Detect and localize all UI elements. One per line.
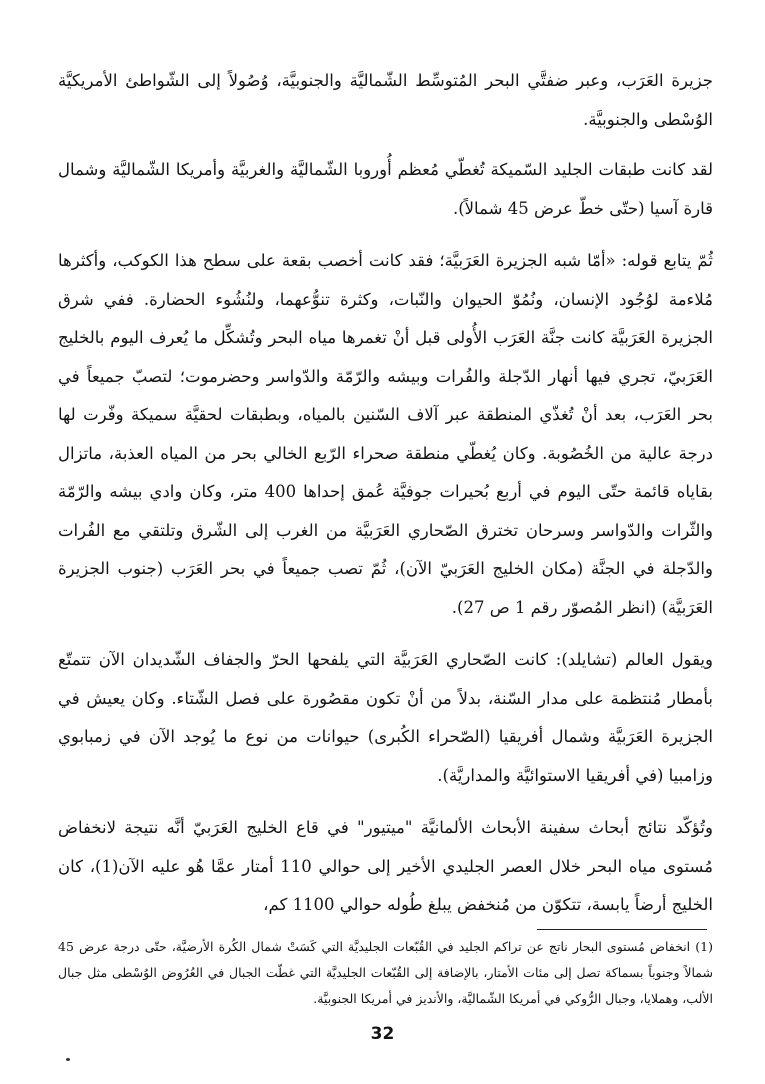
paragraph-arabian-peninsula: ثُمّ يتابع قوله: «أمّا شبه الجزيرة العَرَبيَّة؛ فقد كانت أخصب بقعة على سطح هذا الكوكب، وأكثرها مُلاءمة لوُجُود الإنسان، ونُمُوّ الحيوان والنّبات، وكثرة تنوُّعهما، ولنُشُوء الحضارة. ففي شرق الجزيرة العَرَبيَّة كانت جنَّة العَرَب الأُولى قبل أنْ تغمرها مياه البحر وتُشكِّل ما يُعرف اليوم بالخليج العَرَبيّ، تجري فيها أنهار الدّجلة والفُرات وبيشه والرّمّة والدّواسر وحضرموت؛ لتصبّ جميعاً في بحر العَرَب، بعد أنْ تُغذّي المنطقة عبر آلاف السّنين بالمياه، وبطبقات لحقيَّة سميكة وفّرت لها درجة عالية من الخُصُوبة. وكان يُغطّي منطقة صحراء الرّبع الخالي بحر من المياه العذبة، ماتزال بقاياه قائمة حتّى اليوم في أربع بُحيرات جوفيَّة عُمق إحداها 400 متر، وكان وادي بيشه والرّمّة والثّرات والدّواسر وسرحان تخترق الصّحاري العَرَبيَّة من الغرب إلى الشّرق وتلتقي مع الفُرات والدّجلة في الجنَّة (مكان الخليج العَرَبيّ الآن)، ثُمّ تصب جميعاً في بحر العَرَب (جنوب الجزيرة العَرَبيَّة) (انظر المُصوّر رقم 1 ص 27). bbox=[58, 251, 713, 617]
paragraph-ice-sheets: لقد كانت طبقات الجليد السّميكة تُغطّي مُعظم أُوروبا الشّماليَّة والغربيَّة وأمريكا الشّماليَّة وشمال قارة آسيا (حتّى خطّ عرض 45 شمالاً). bbox=[58, 160, 713, 218]
page-body bbox=[58, 62, 713, 939]
footnote bbox=[58, 934, 713, 1012]
footnote-divider bbox=[537, 929, 707, 930]
paragraph-childe-quote: ويقول العالم (تشايلد): كانت الصّحاري العَرَبيَّة التي يلفحها الحرّ والجفاف الشّديدان الآن تتمتّع بأمطار مُنتظمة على مدار السّنة، بدلاً من أنْ تكون مقصُورة على فصل الشّتاء. وكان يعيش في الجزيرة العَرَبيَّة وشمال أفريقيا (الصّحراء الكُبرى) حيوانات من نوع ما يُوجد الآن في زمبابوي وزامبيا (في أفريقيا الاستوائيَّة والمداريَّة). bbox=[58, 650, 713, 785]
scan-speck bbox=[66, 1058, 70, 1061]
paragraph-intro-continuation: جزيرة العَرَب، وعبر ضفتَّي البحر المُتوسِّط الشّماليَّة والجنوبيَّة، وُصُولاً إلى الشّواطئ الأمريكيَّة الوُسْطى والجنوبيَّة. bbox=[58, 71, 713, 129]
page-number: 32 bbox=[370, 1024, 395, 1044]
footnote-marker: (1) bbox=[695, 939, 713, 954]
paragraph-meteor-research: وتُؤكّد نتائج أبحاث سفينة الأبحاث الألمانيَّة "ميتيور" في قاع الخليج العَرَبيّ أنَّه نتيجة لانخفاض مُستوى مياه البحر خلال العصر الجليدي الأخير إلى حوالي 110 أمتار عمَّا هُو عليه الآن(1)، كان الخليج أرضاً يابسة، تتكوّن من مُنخفض يبلغ طُوله حوالي 1100 كم، bbox=[58, 818, 713, 914]
footnote-text: انخفاض مُستوى البحار ناتج عن تراكم الجليد في القُبّعات الجليديَّة التي كَسَتْ شمال الكُرة الأرضيَّة، حتّى درجة عرض 45 شمالاً وجنوباً بسماكة تصل إلى مئات الأمتار، بالإضافة إلى القُبّعات الجليديَّة التي غطّت الجبال في العُرُوض الوُسْطى مثل جبال الألب، وهملايا، وجبال الرُّوكي في أمريكا الشّماليَّة، والأنديز في أمريكا الجنوبيَّة. bbox=[58, 939, 713, 1006]
